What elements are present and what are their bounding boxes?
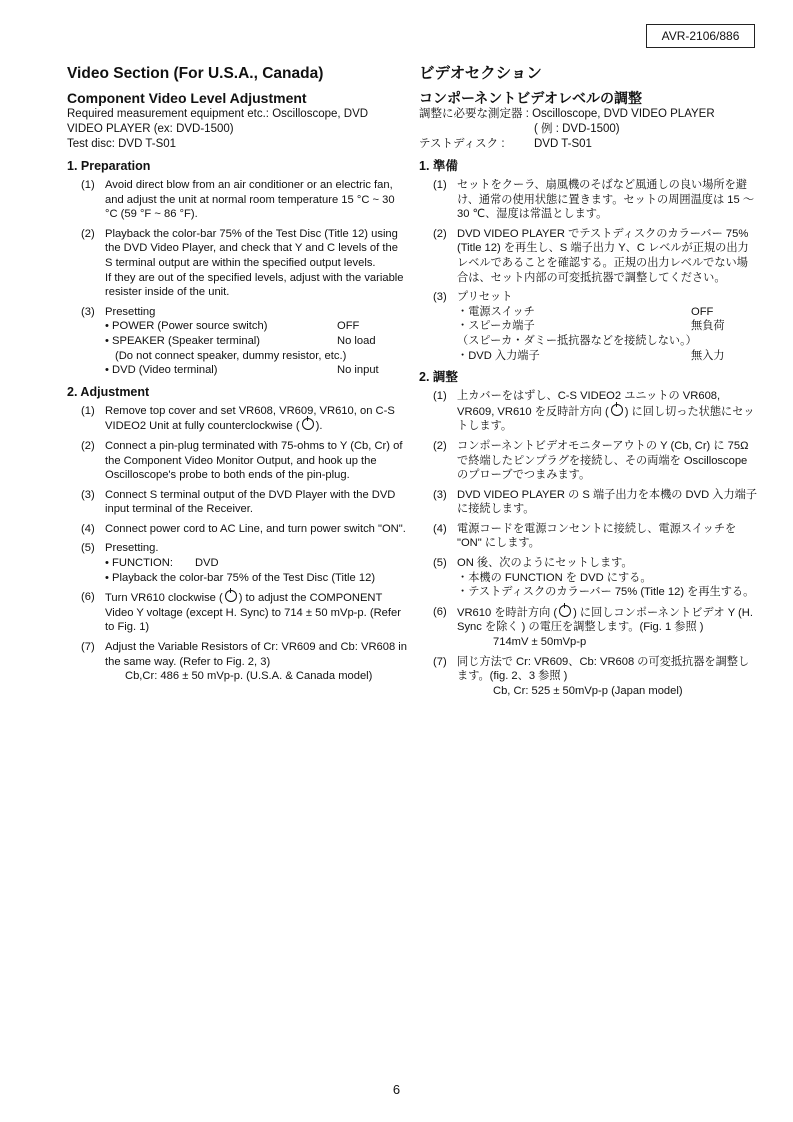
step-text: 電源コードを電源コンセントに接続し、電源スイッチを "ON" にします。 [457,522,737,550]
step-text: セットをクーラ、扇風機のそばなど風通しの良い場所を避け、通常の使用状態に置きます。セットの周囲温度は 15 ～ 30 ℃、湿度は常温とします。 [457,179,755,221]
req-line [419,137,759,152]
step-line [457,605,759,635]
preset-value: 無負荷 [691,320,725,333]
clockwise-knob-icon [559,605,571,617]
preset-label: ・電源スイッチ [457,305,535,318]
step-text: • Playback the color-bar 75% of the Test Disc (Title 12) [105,571,376,584]
adj-step [67,640,407,684]
step-number: (2) [433,439,447,452]
preset-value: DVD [194,557,219,570]
step-number: (5) [433,557,447,570]
step-body [105,305,407,378]
preset-value: OFF [691,305,714,318]
step-text: ・本機の FUNCTION を DVD にする。 [457,571,652,584]
step-body [457,290,759,363]
adj-step [419,605,759,650]
preset-label: （スピーカ・ダミー抵抗器などを接続しない。） [457,334,697,347]
adj-step [419,488,759,517]
step-number: (3) [433,291,447,304]
step-number: (1) [81,179,95,191]
prep-step [67,305,407,378]
step-number: (7) [433,655,447,668]
step-number: (2) [81,227,95,240]
req-label: 調整に必要な測定器 : [419,108,529,120]
adj-step [67,541,407,585]
preset-row [457,305,759,320]
req-value: Oscilloscope, DVD VIDEO PLAYER [532,108,715,120]
prep-step [67,178,407,222]
step-number: (6) [81,591,95,604]
step-number: (7) [81,641,95,654]
req-value: DVD T-S01 [534,138,592,150]
step-text: Presetting [105,305,156,318]
step-text: コンポーネントビデオモニターアウトの Y (Cb, Cr) に 75Ω で終端したピンプラグを接続し、その両端を Oscilloscope のプローブでつまみます。 [457,439,749,482]
adj-step [67,522,407,537]
step-text: Connect power cord to AC Line, and turn power switch "ON". [105,522,406,535]
preset-value: No input [337,364,379,377]
step-body [457,389,759,434]
req-line: Test disc: DVD T-S01 [67,138,177,150]
step-text: Turn VR610 clockwise ( [105,592,223,605]
req-label: テストディスク : [419,138,505,150]
requirements [419,107,759,152]
step-number: (1) [81,404,95,417]
preset-value: 無入力 [691,349,725,362]
preset-note [457,334,759,349]
subsection-title: Component Video Level Adjustment [67,90,307,106]
step-text: ON 後、次のようにセットします。 [457,557,633,570]
step-text: DVD VIDEO PLAYER の S 端子出力を本機の DVD 入力端子に接続します。 [457,488,758,516]
step-body [105,404,407,434]
adj-step [419,439,759,483]
adj-step [419,389,759,434]
step-body [105,541,407,585]
step-text: ・テストディスクのカラーバー 75% (Title 12) を再生する。 [457,586,755,599]
preset-value: OFF [337,320,360,333]
prep-step [419,178,759,222]
adjustment-heading: 2. 調整 [419,370,458,385]
step-number: (1) [433,390,447,403]
step-text: Playback the color-bar 75% of the Test Disc (Title 12) using the DVD Video Player, and check that Y and C levels of the S terminal output are within the specified output levels. [105,227,398,269]
adj-step [419,655,759,699]
step-text: 上カバーをはずし、C-S VIDEO2 ユニットの VR608, VR609, VR610 を反時計方向 ( [457,390,721,418]
preset-row [105,319,407,334]
adj-step [67,439,407,483]
model-number: AVR-2106/886 [646,24,755,48]
adj-step [67,488,407,517]
adjustment-heading: 2. Adjustment [67,384,150,399]
counterclockwise-knob-icon [302,418,314,430]
function-row [105,556,407,571]
step-text: ) に回しコンポーネントビデオ Y (H. Sync を除く ) の電圧を調整します。(Fig. 1 参照 ) [457,606,753,634]
step-body [105,640,407,684]
target-value: Cb, Cr: 525 ± 50mVp-p (Japan model) [493,684,683,697]
adj-step [419,556,759,600]
requirements [67,107,407,152]
preset-row [457,319,759,334]
prep-step [419,227,759,285]
preset-label: ・DVD 入力端子 [457,349,540,362]
preset-note [105,349,407,364]
preset-row [105,334,407,349]
req-line: VIDEO PLAYER (ex: DVD-1500) [67,123,234,135]
req-line [419,107,759,122]
step-number: (2) [81,439,95,452]
step-text: ) に回し切った状態にセットします。 [457,405,755,433]
step-body [457,556,759,600]
step-body [457,605,759,650]
step-text: Presetting. [105,542,159,555]
step-text: Avoid direct blow from an air conditioner or an electric fan, and adjust the unit at normal room temperature 15 °C ~ 30 °C (59 °F ~ 86 °F). [105,179,395,221]
step-number: (6) [433,605,447,618]
target-value: Cb,Cr: 486 ± 50 mVp-p. (U.S.A. & Canada model) [125,670,373,683]
step-text: Connect S terminal output of the DVD Player with the DVD input terminal of the Receiver. [105,488,396,516]
preset-label: (Do not connect speaker, dummy resistor, etc.) [115,349,347,362]
japanese-column [419,64,759,703]
req-value: ( 例 : DVD-1500) [534,123,620,135]
preparation-heading: 1. Preparation [67,159,151,173]
step-text: If they are out of the specified levels, adjust with the variable resister inside of the unit. [105,271,404,299]
step-text: ). [315,420,323,433]
preset-label: • FUNCTION: [105,557,173,570]
step-text: プリセット [457,291,513,304]
adj-step [67,404,407,434]
section-title: ビデオセクション [419,65,542,82]
step-number: (1) [433,179,447,191]
page-number: 6 [392,1082,401,1097]
clockwise-knob-icon [225,590,237,602]
step-text: 同じ方法で Cr: VR609、Cb: VR608 の可変抵抗器を調整します。(fig. 2、3 参照 ) [457,655,750,683]
step-text: Remove top cover and set VR608, VR609, VR610, on C-S VIDEO2 Unit at fully counterclockwise ( [105,404,395,433]
counterclockwise-knob-icon [611,404,623,416]
preset-label: • DVD (Video terminal) [105,364,218,377]
adj-step [419,522,759,551]
step-number: (5) [81,542,95,555]
step-body [105,590,407,635]
step-number: (3) [433,488,447,501]
step-text: ) to adjust the COMPONENT Video Y voltage (except H. Sync) to 714 ± 50 mVp-p. (Refer to Fig. 1) [105,592,401,634]
req-line: Required measurement equipment etc.: Oscilloscope, DVD [67,108,369,120]
step-number: (4) [433,522,447,535]
target-value: 714mV ± 50mVp-p [493,636,587,649]
subsection-title: コンポーネントビデオレベルの調整 [419,90,643,106]
preset-label: ・スピーカ端子 [457,320,535,333]
english-column [67,64,407,689]
step-text: Connect a pin-plug terminated with 75-ohms to Y (Cb, Cr) of the Component Video Monitor Output, and hook up the Oscilloscope's probe to both ends of the pin-plug. [105,439,403,482]
prep-step [67,227,407,300]
adj-step [67,590,407,635]
step-text: Adjust the Variable Resistors of Cr: VR609 and Cb: VR608 in the same way. (Refer to Fig. 2, 3) [105,641,408,668]
step-text: DVD VIDEO PLAYER でテストディスクのカラーバー 75% (Title 12) を再生し、S 端子出力 Y、C レベルが正規の出力レベルであることを確認する。正規の出力レベルでない場合は、セット内部の可変抵抗器で調整してください。 [457,227,749,284]
preset-row [105,363,407,378]
preset-row [457,349,759,364]
step-body [457,655,759,699]
preparation-heading: 1. 準備 [419,159,458,173]
preset-label: • POWER (Power source switch) [105,320,268,333]
preset-label: • SPEAKER (Speaker terminal) [105,334,261,347]
preset-value: No load [337,334,376,347]
step-number: (4) [81,522,95,535]
step-text: VR610 を時計方向 ( [457,606,558,619]
step-body [105,227,407,300]
step-number: (3) [81,488,95,501]
step-number: (2) [433,227,447,240]
step-number: (3) [81,305,95,318]
prep-step [419,290,759,363]
section-title: Video Section (For U.S.A., Canada) [67,65,324,82]
